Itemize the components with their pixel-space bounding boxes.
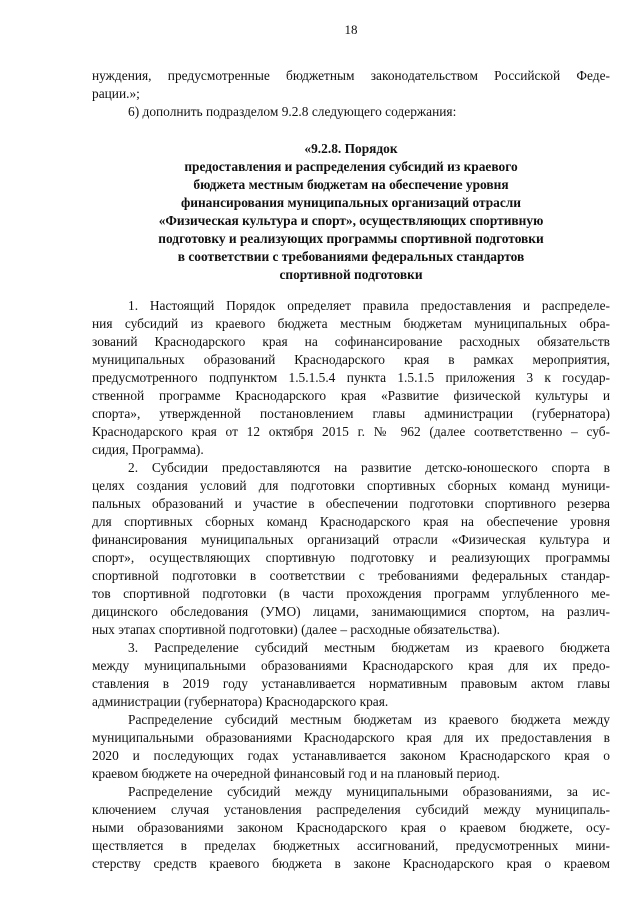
paragraph-line: тов спортивной подготовки (в части прохождения программ углубленного ме-	[92, 586, 610, 601]
paragraph-line: зований Краснодарского края на софинансирование расходных обязательств	[92, 334, 610, 349]
paragraph-line: ключением случая установления распределения субсидий между муниципаль-	[92, 802, 610, 817]
paragraph-line: сидия, Программа).	[92, 442, 204, 457]
paragraph-line: ставления в 2019 году устанавливается нормативным правовым актом главы	[92, 676, 610, 691]
section-heading-line: финансирования муниципальных организаций отрасли	[180, 195, 522, 210]
intro-line: 6) дополнить подразделом 9.2.8 следующего содержания:	[128, 104, 457, 119]
section-heading-line: бюджета местным бюджетам на обеспечение уровня	[193, 177, 509, 192]
paragraph-line: ществляется в пределах бюджетных ассигнований, предусмотренных мини-	[92, 838, 610, 853]
paragraph-line: между муниципальными образованиями Краснодарского края для их предо-	[92, 658, 610, 673]
paragraph-line: для спортивных сборных команд Краснодарского края на обеспечение уровня	[92, 514, 610, 529]
intro-line: нуждения, предусмотренные бюджетным законодательством Российской Феде-	[92, 68, 610, 83]
paragraph-line: спорт», осуществляющих спортивную подготовку и реализующих программы	[92, 550, 610, 565]
paragraph-line: спорта», утвержденной постановлением главы администрации (губернатора)	[92, 406, 610, 421]
section-heading-line: спортивной подготовки	[279, 267, 423, 282]
paragraph-line: ственной программе Краснодарского края «Развитие физической культуры и	[92, 388, 610, 403]
section-heading-line: предоставления и распределения субсидий из краевого	[184, 159, 518, 174]
section-heading-line: «Физическая культура и спорт», осуществляющих спортивную	[158, 213, 544, 228]
paragraph-line: 2. Субсидии предоставляются на развитие детско-юношеского спорта в	[128, 460, 610, 475]
paragraph-line: муниципальными образованиями Краснодарского края для их предоставления в	[92, 730, 610, 745]
paragraph-line: предусмотренного подпунктом 1.5.1.5.4 пункта 1.5.1.5 приложения 3 к государ-	[92, 370, 610, 385]
paragraph-line: спортивной подготовки в соответствии с требованиями федеральных стандар-	[92, 568, 610, 583]
paragraph-line: 3. Распределение субсидий местным бюджетам из краевого бюджета	[128, 640, 610, 655]
paragraph-line: 1. Настоящий Порядок определяет правила предоставления и распределе-	[128, 298, 610, 313]
paragraph-line: администрации (губернатора) Краснодарского края.	[92, 694, 389, 709]
section-heading-line: в соответствии с требованиями федеральных стандартов	[177, 249, 525, 264]
paragraph-line: Распределение субсидий местным бюджетам из краевого бюджета между	[128, 712, 610, 727]
paragraph-line: Краснодарского края от 12 октября 2015 г. № 962 (далее соответственно – суб-	[92, 424, 610, 439]
paragraph-line: дицинского обследования (УМО) лицами, занимающимися спортом, на различ-	[92, 604, 610, 619]
paragraph-line: ных этапах спортивной подготовки) (далее – расходные обязательства).	[92, 622, 501, 637]
section-heading-line: «9.2.8. Порядок	[304, 141, 398, 156]
intro-line: рации.»;	[92, 86, 140, 101]
paragraph-line: ными образованиями законом Краснодарского края о краевом бюджете, осу-	[92, 820, 610, 835]
paragraph-line: целях создания условий для подготовки спортивных сборных команд муници-	[92, 478, 610, 493]
paragraph-line: стерству средств краевого бюджета в законе Краснодарского края о краевом	[92, 856, 610, 871]
paragraph-line: Распределение субсидий между муниципальными образованиями, за ис-	[128, 784, 610, 799]
paragraph-line: 2020 и последующих годах устанавливается законом Краснодарского края о	[92, 748, 610, 763]
section-heading-line: подготовку и реализующих программы спортивной подготовки	[158, 231, 544, 246]
paragraph-line: финансирования муниципальных организаций отрасли «Физическая культура и	[92, 532, 610, 547]
page-number: 18	[344, 22, 358, 37]
paragraph-line: пальных образований и участие в обеспечении подготовки спортивного резерва	[92, 496, 610, 511]
paragraph-line: ния субсидий из краевого бюджета местным бюджетам муниципальных обра-	[92, 316, 610, 331]
paragraph-line: муниципальных образований Краснодарского края в рамках мероприятия,	[92, 352, 610, 367]
paragraph-line: краевом бюджете на очередной финансовый год и на плановый период.	[92, 766, 500, 781]
